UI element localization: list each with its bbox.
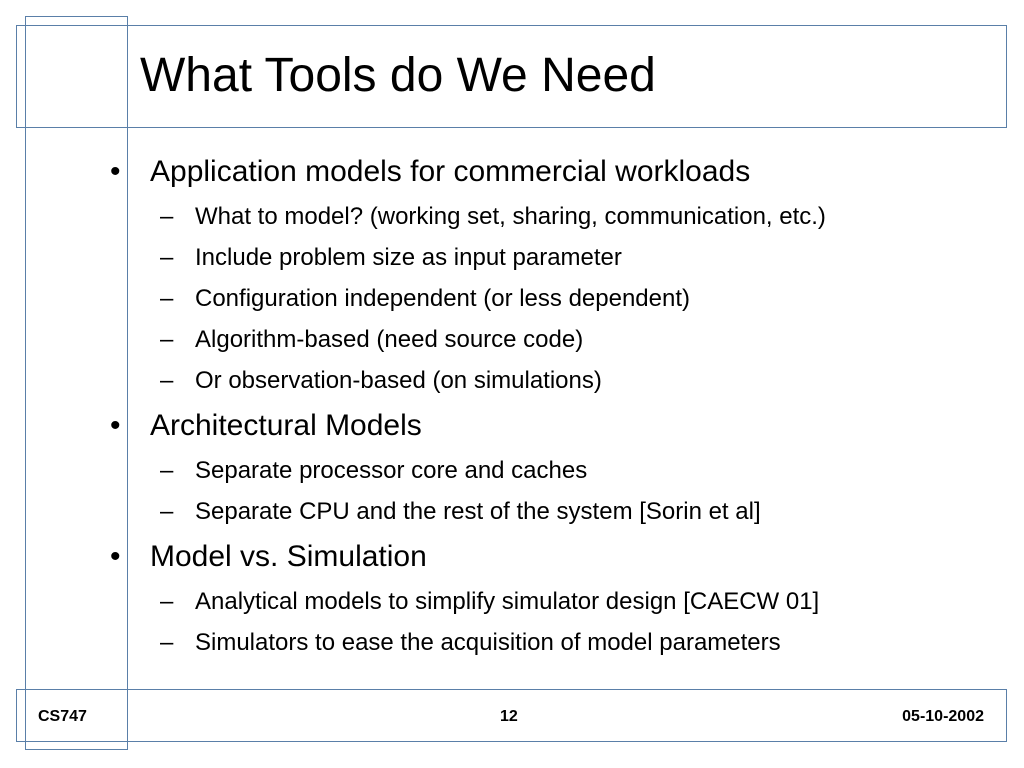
sub-bullet-marker: – bbox=[160, 326, 174, 353]
footer-course-code: CS747 bbox=[38, 708, 87, 725]
footer-page-number: 12 bbox=[500, 708, 518, 725]
sub-bullet-item bbox=[160, 202, 826, 232]
sub-bullet-item bbox=[160, 366, 602, 396]
sub-bullet-text: What to model? (working set, sharing, communication, etc.) bbox=[195, 203, 826, 230]
sub-bullet-marker: – bbox=[160, 203, 174, 230]
sub-bullet-text: Include problem size as input parameter bbox=[195, 244, 622, 271]
sub-bullet-text: Analytical models to simplify simulator design [CAECW 01] bbox=[195, 588, 820, 615]
bullet-item bbox=[110, 539, 427, 575]
sub-bullet-marker: – bbox=[160, 588, 174, 615]
sub-bullet-marker: – bbox=[160, 367, 174, 394]
footer-date: 05-10-2002 bbox=[902, 708, 984, 725]
sub-bullet-item bbox=[160, 628, 781, 658]
sub-bullet-item bbox=[160, 243, 622, 273]
sub-bullet-item bbox=[160, 497, 761, 527]
bullet-item bbox=[110, 408, 422, 444]
bullet-text: Application models for commercial workloads bbox=[150, 155, 751, 188]
sub-bullet-text: Algorithm-based (need source code) bbox=[195, 326, 584, 353]
bullet-text: Model vs. Simulation bbox=[150, 540, 427, 573]
slide-title: What Tools do We Need bbox=[140, 49, 656, 102]
sub-bullet-text: Separate CPU and the rest of the system [Sorin et al] bbox=[195, 498, 761, 525]
bullet-marker: • bbox=[110, 540, 121, 573]
sub-bullet-marker: – bbox=[160, 285, 174, 312]
bullet-marker: • bbox=[110, 409, 121, 442]
sub-bullet-marker: – bbox=[160, 244, 174, 271]
sub-bullet-marker: – bbox=[160, 457, 174, 484]
sub-bullet-item bbox=[160, 587, 819, 617]
sub-bullet-item bbox=[160, 456, 587, 486]
sub-bullet-item bbox=[160, 325, 583, 355]
sub-bullet-text: Simulators to ease the acquisition of model parameters bbox=[195, 629, 781, 656]
sub-bullet-text: Separate processor core and caches bbox=[195, 457, 588, 484]
bullet-item bbox=[110, 154, 750, 190]
sub-bullet-text: Or observation-based (on simulations) bbox=[195, 367, 602, 394]
bullet-text: Architectural Models bbox=[150, 409, 422, 442]
sub-bullet-text: Configuration independent (or less dependent) bbox=[195, 285, 691, 312]
sub-bullet-marker: – bbox=[160, 629, 174, 656]
sub-bullet-item bbox=[160, 284, 690, 314]
sub-bullet-marker: – bbox=[160, 498, 174, 525]
bullet-marker: • bbox=[110, 155, 121, 188]
